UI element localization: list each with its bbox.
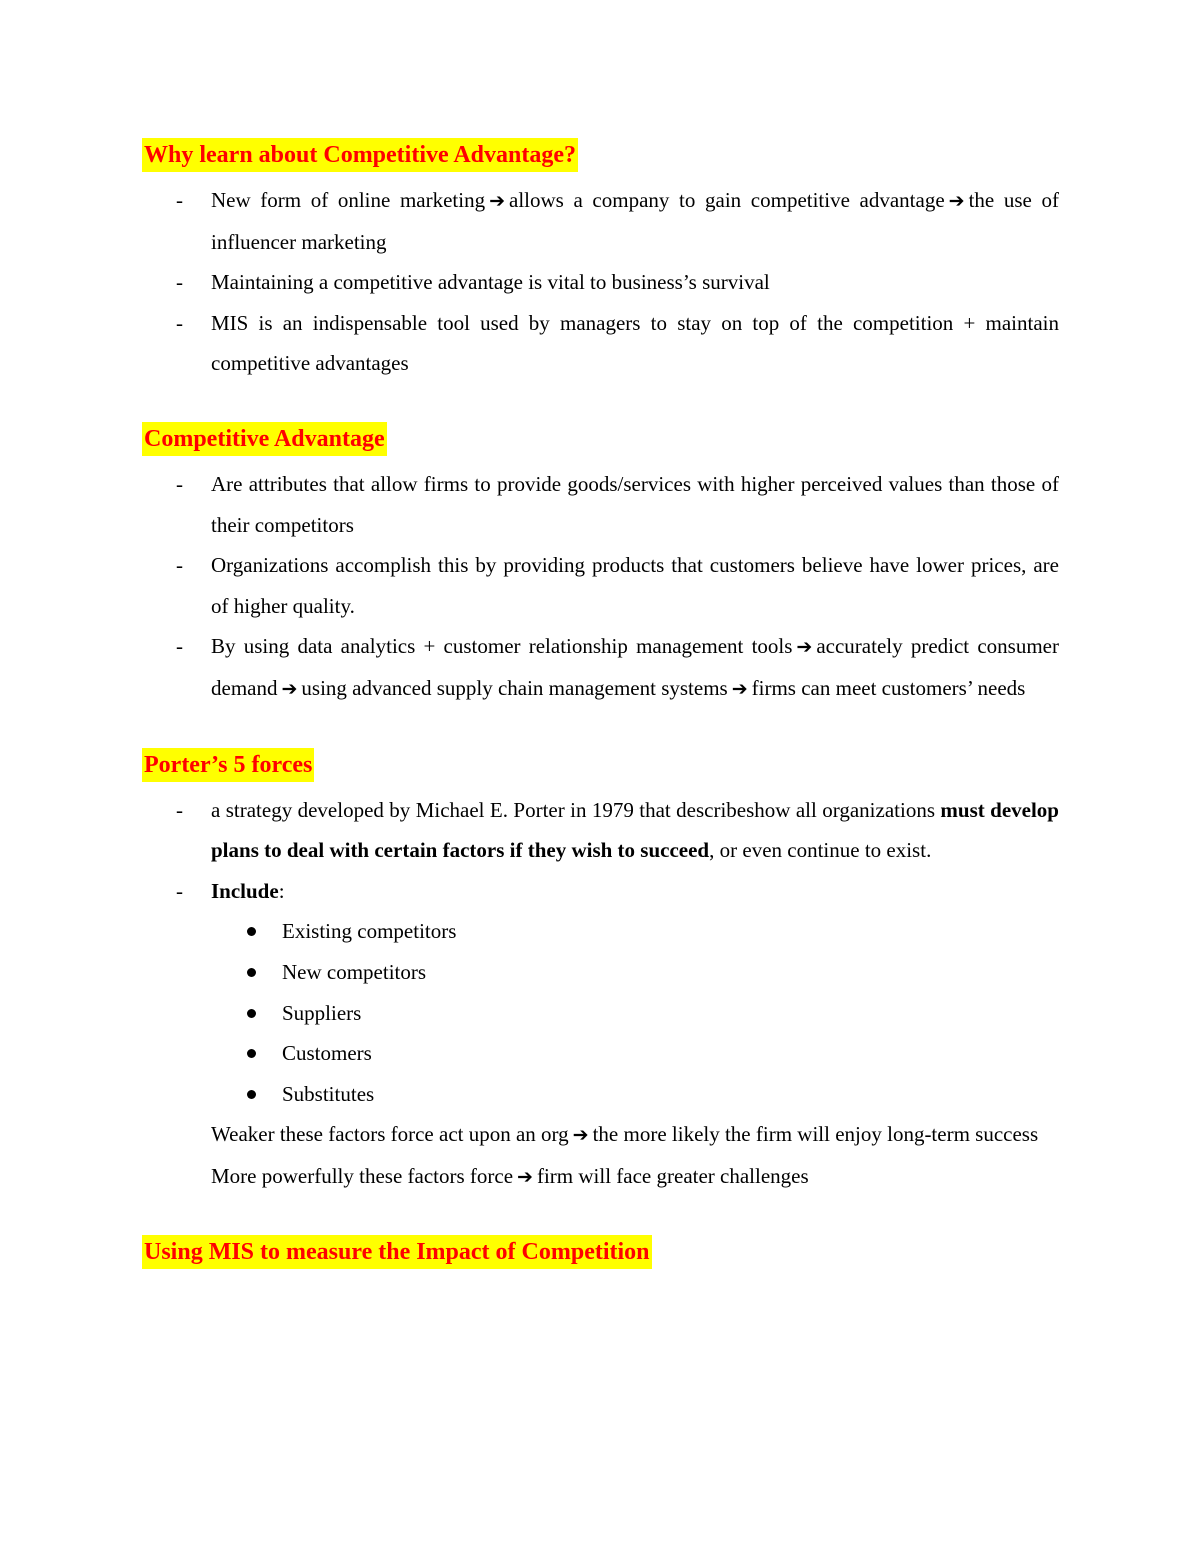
dash-marker: - <box>176 797 183 822</box>
dash-marker: - <box>176 471 183 496</box>
bullet-dot-icon <box>247 1090 256 1099</box>
bullet-dot-icon <box>247 1049 256 1058</box>
paragraph: Weaker these factors force act upon an org ➔ the more likely the firm will enjoy long-term success <box>211 1122 1039 1147</box>
section-why-learn <box>142 138 1059 384</box>
dash-marker: - <box>176 553 183 578</box>
arrow-icon: ➔ <box>517 1165 533 1188</box>
list-item: Substitutes <box>142 1074 1059 1115</box>
section-competitive-advantage <box>142 422 1059 710</box>
list-item: Existing competitors <box>142 911 1059 952</box>
paragraph: More powerfully these factors force ➔ firm will face greater challenges <box>211 1163 809 1188</box>
arrow-icon: ➔ <box>281 677 298 700</box>
list-item: New competitors <box>142 952 1059 993</box>
dash-marker: - <box>176 310 183 335</box>
arrow-icon: ➔ <box>796 636 813 659</box>
dash-marker: - <box>176 878 183 903</box>
dash-marker: - <box>176 188 183 212</box>
section-heading: Why learn about Competitive Advantage? <box>142 138 578 172</box>
bullet-item: - By using data analytics + customer relationship management tools ➔ accurately predict consumer demand ➔ using advanced supply chain management systems ➔ firms can meet customers’ needs <box>142 626 1059 709</box>
section-heading: Competitive Advantage <box>142 422 387 456</box>
dash-marker: - <box>176 270 183 295</box>
section-porters-forces <box>142 748 1059 1198</box>
bullet-dot-icon <box>247 1009 256 1018</box>
dash-marker: - <box>176 634 183 659</box>
bullet-item: - Organizations accomplish this by providing products that customers believe have lower prices, are of higher quality. <box>142 545 1059 626</box>
arrow-icon: ➔ <box>489 190 506 212</box>
list-item: Suppliers <box>142 993 1059 1034</box>
bullet-dot-icon <box>247 968 256 977</box>
arrow-icon: ➔ <box>572 1124 589 1147</box>
bullet-item: - Are attributes that allow firms to provide goods/services with higher perceived values than those of their competitors <box>142 464 1059 545</box>
bullet-item: - a strategy developed by Michael E. Porter in 1979 that describeshow all organizations must develop plans to deal with certain factors if they wish to succeed, or even continue to exist. <box>142 790 1059 871</box>
arrow-icon: ➔ <box>731 677 748 700</box>
arrow-icon: ➔ <box>948 190 965 212</box>
bullet-dot-icon <box>247 927 256 936</box>
bullet-item: - New form of online marketing ➔ allows a company to gain competitive advantage ➔ the use of influencer marketing <box>142 180 1059 262</box>
bullet-item: - Include: <box>142 871 1059 912</box>
section-using-mis <box>142 1235 1059 1269</box>
list-item: Customers <box>142 1033 1059 1074</box>
bullet-item: - Maintaining a competitive advantage is vital to business’s survival <box>142 262 1059 303</box>
document-body <box>142 138 1059 1307</box>
bullet-item: - MIS is an indispensable tool used by managers to stay on top of the competition + maintain competitive advantages <box>142 303 1059 384</box>
section-heading: Using MIS to measure the Impact of Competition <box>142 1235 652 1269</box>
section-heading: Porter’s 5 forces <box>142 748 314 782</box>
